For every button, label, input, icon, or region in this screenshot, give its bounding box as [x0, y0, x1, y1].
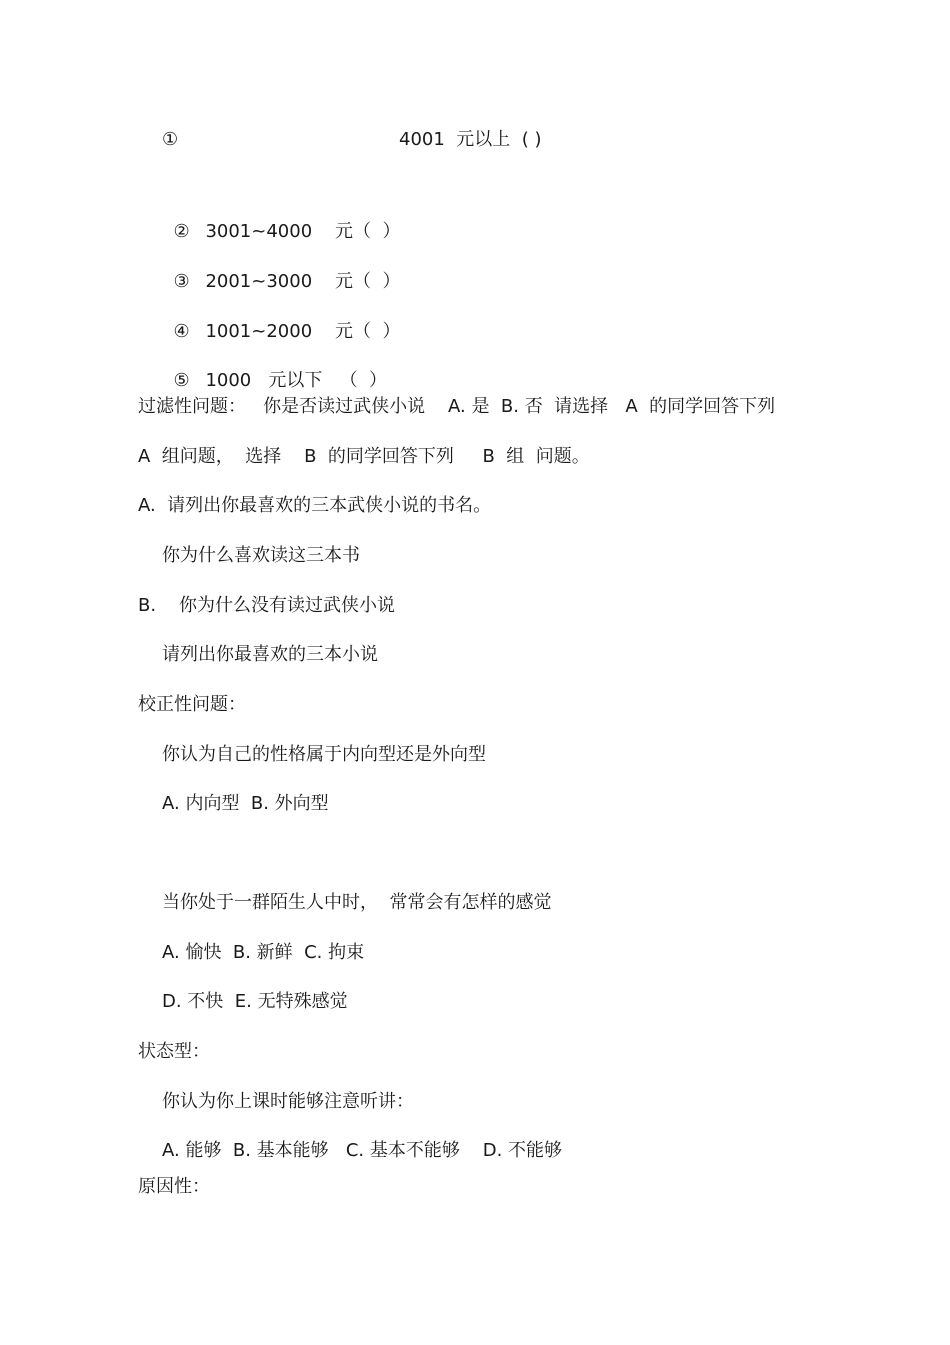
income-option-3-text: 2001~3000 元（ ） [205, 271, 401, 292]
correction-question-2-options-line-2: D. 不快 E. 无特殊感觉 [162, 991, 348, 1012]
income-option-4-marker: ④ [173, 321, 190, 342]
income-option-4-text: 1001~2000 元（ ） [205, 321, 401, 342]
income-option-3-marker: ③ [173, 271, 190, 292]
income-option-1-text: 4001 元以上 ( ) [399, 129, 542, 150]
income-option-2-text: 3001~4000 元（ ） [205, 221, 401, 242]
correction-question-1-options: A. 内向型 B. 外向型 [162, 793, 329, 814]
correction-question-2: 当你处于一群陌生人中时， 常常会有怎样的感觉 [162, 892, 552, 913]
correction-section-title: 校正性问题： [138, 694, 246, 715]
income-option-3 [162, 246, 400, 294]
filter-question-line-2: A 组问题， 选择 B 的同学回答下列 B 组 问题。 [138, 446, 590, 467]
group-b-question-1: B. 你为什么没有读过武侠小说 [138, 595, 395, 616]
income-option-1-marker: ① [162, 129, 179, 150]
state-question-1-options: A. 能够 B. 基本能够 C. 基本不能够 D. 不能够 [162, 1140, 563, 1161]
correction-question-2-options-line-1: A. 愉快 B. 新鲜 C. 拘束 [162, 942, 365, 963]
group-a-question-2: 你为什么喜欢读这三本书 [162, 545, 360, 566]
income-option-5-marker: ⑤ [173, 370, 190, 391]
state-question-1: 你认为你上课时能够注意听讲： [162, 1091, 414, 1112]
filter-question-line-1: 过滤性问题： 你是否读过武侠小说 A. 是 B. 否 请选择 A 的同学回答下列 [138, 396, 776, 417]
group-b-question-2: 请列出你最喜欢的三本小说 [162, 644, 378, 665]
income-option-4 [162, 296, 400, 344]
income-option-5 [162, 345, 387, 393]
income-option-5-text: 1000 元以下 （ ） [205, 370, 388, 391]
income-option-2-marker: ② [173, 221, 190, 242]
correction-question-1: 你认为自己的性格属于内向型还是外向型 [162, 744, 486, 765]
group-a-question-1: A. 请列出你最喜欢的三本武侠小说的书名。 [138, 495, 492, 516]
income-option-2 [162, 196, 400, 244]
cause-section-title: 原因性： [138, 1176, 210, 1197]
state-section-title: 状态型： [138, 1041, 210, 1062]
